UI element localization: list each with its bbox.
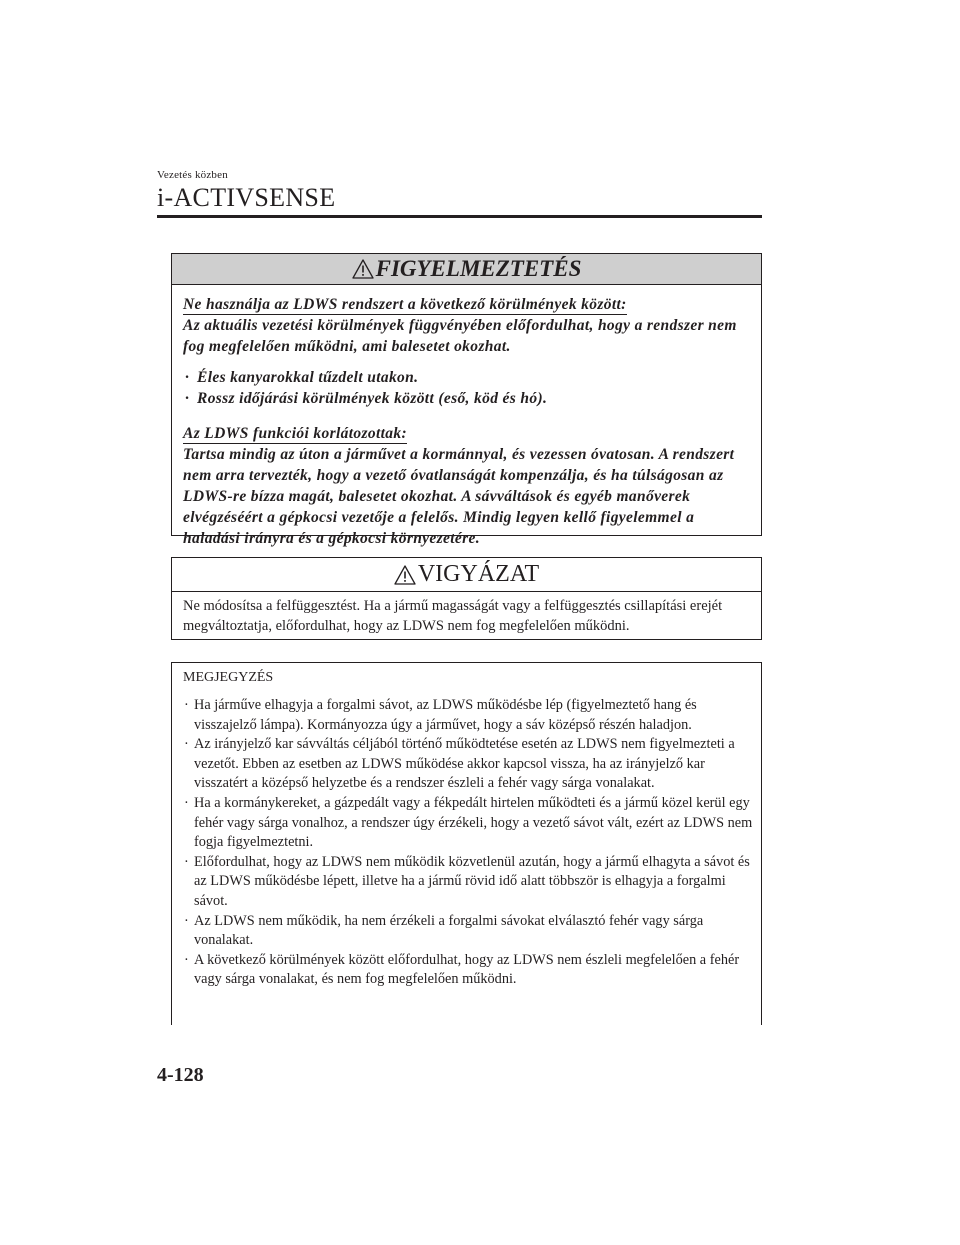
page-number: 4-128 bbox=[157, 1064, 204, 1086]
warning-header bbox=[172, 254, 761, 285]
warning-bullet: · Rossz időjárási körülmények között (eső, köd és hó). bbox=[183, 388, 751, 409]
caution-title: VIGYÁZAT bbox=[417, 561, 540, 587]
section-label: Vezetés közben bbox=[157, 169, 228, 181]
note-item: · Ha a kormánykereket, a gázpedált vagy a fékpedált hirtelen működteti és a jármű közel kerül egy fehér vagy sárga vonalhoz, a rendszer úgy érzékeli, hogy a vezető sávot vált, ezért az LDWS nem fogja figyelmeztetni. bbox=[184, 794, 753, 853]
caution-text: Ne módosítsa a felfüggesztést. Ha a jármű magasságát vagy a felfüggesztés csillapítási erejét megváltoztatja, előfordulhat, hogy az LDWS nem fog megfelelően működni. bbox=[183, 598, 723, 634]
chapter-title: i-ACTIVSENSE bbox=[157, 183, 336, 212]
warning-triangle-icon bbox=[394, 565, 416, 585]
warning-heading-limits: Az LDWS funkciói korlátozottak: bbox=[183, 425, 408, 442]
caution-header bbox=[172, 558, 761, 592]
warning-text-limits: Tartsa mindig az úton a járművet a kormánnyal, és vezessen óvatosan. A rendszert nem arra tervezték, hogy a vezető óvatlanságát kompenzálja, és ha túlságosan az LDWS-re bízza magát, balesetet okozhat. A sávváltások és egyéb manőverek elvégzéséért a gépkocsi vezetője a felelős. Mindig legyen kellő figyelemmel a haladási irányra és a gépkocsi környezetére. bbox=[183, 446, 735, 547]
warning-bullet-list bbox=[183, 367, 751, 409]
note-title: MEGJEGYZÉS bbox=[183, 670, 274, 685]
note-item: · A következő körülmények között előfordulhat, hogy az LDWS nem észleli megfelelően a fehér vagy sárga vonalakat, és nem fog megfelelően működni. bbox=[184, 951, 753, 990]
caution-box bbox=[171, 557, 762, 640]
note-item: · Az irányjelző kar sávváltás céljából történő működtetése esetén az LDWS nem figyelmezteti a vezetőt. Ebben az esetben az LDWS működése akkor kapcsol vissza, ha az irányjelző kar visszatért a középső helyzetbe és a rendszer észleli a fehér vagy sárga vonalakat. bbox=[184, 735, 753, 794]
title-rule bbox=[157, 215, 762, 218]
note-item: · Ha járműve elhagyja a forgalmi sávot, az LDWS működésbe lép (figyelmeztető hang és visszajelző lámpa). Kormányozza úgy a járművet, hogy a sáv középső részén haladjon. bbox=[184, 696, 753, 735]
note-item: · Az LDWS nem működik, ha nem érzékeli a forgalmi sávokat elválasztó fehér vagy sárga vonalakat. bbox=[184, 912, 753, 951]
note-item: · Előfordulhat, hogy az LDWS nem működik közvetlenül azután, hogy a jármű elhagyta a sávot és az LDWS működésbe lépett, illetve ha a jármű rövid idő alatt többször is elhagyja a forgalmi sávot. bbox=[184, 853, 753, 912]
note-box bbox=[171, 662, 762, 1025]
warning-heading-conditions: Ne használja az LDWS rendszert a következő körülmények között: bbox=[183, 296, 627, 313]
warning-title: FIGYELMEZTETÉS bbox=[375, 256, 582, 281]
warning-box bbox=[171, 253, 762, 547]
warning-bullet: · Éles kanyarokkal tűzdelt utakon. bbox=[183, 367, 751, 388]
warning-triangle-icon bbox=[352, 259, 374, 279]
note-list bbox=[172, 696, 761, 990]
warning-text-conditions: Az aktuális vezetési körülmények függvényében előfordulhat, hogy a rendszer nem fog megfelelően működni, ami balesetet okozhat. bbox=[183, 317, 737, 355]
